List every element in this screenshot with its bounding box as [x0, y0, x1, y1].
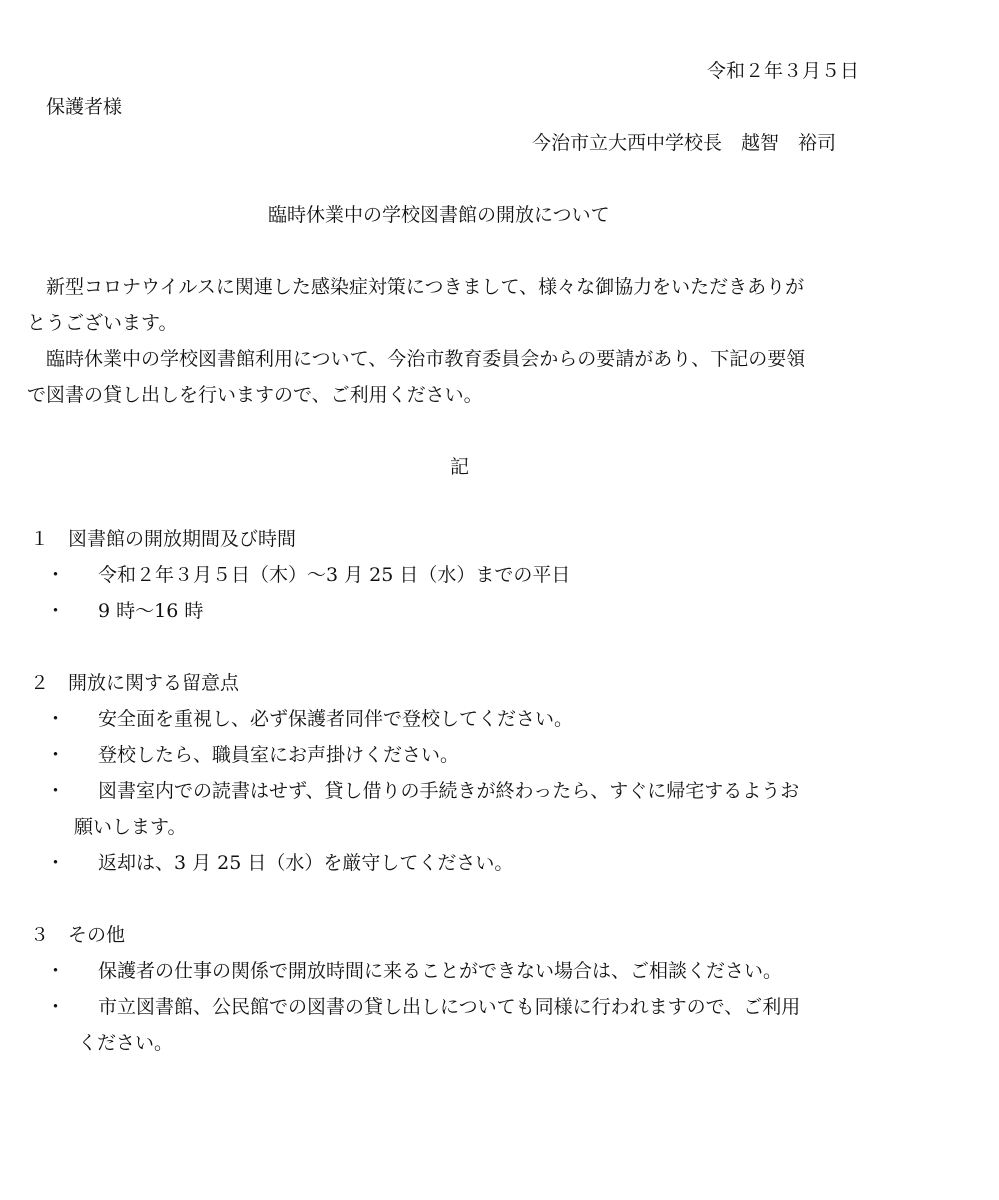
section-2-item-4: 返却は、3 月 25 日（水）を厳守してください。: [98, 852, 514, 874]
recipient-line: 保護者様: [46, 96, 123, 118]
intro-line-2: とうございます。: [27, 312, 178, 334]
intro-line-4: で図書の貸し出しを行いますので、ご利用ください。: [27, 384, 483, 406]
section-1-item-1: 令和２年３月５日（木）～3 月 25 日（水）までの平日: [98, 564, 571, 586]
section-3-item-2-continuation: ください。: [78, 1032, 174, 1054]
sender-line: 今治市立大西中学校長 越智 裕司: [532, 132, 837, 154]
section-3-item-2: 市立図書館、公民館での図書の貸し出しについても同様に行われますので、ご利用: [98, 996, 801, 1018]
bullet-icon: ・: [46, 780, 66, 802]
bullet-icon: ・: [46, 996, 66, 1018]
section-2-item-3-continuation: 願いします。: [74, 816, 187, 838]
intro-line-1: 新型コロナウイルスに関連した感染症対策につきまして、様々な御協力をいただきありが: [46, 276, 805, 298]
bullet-icon: ・: [46, 564, 66, 586]
bullet-icon: ・: [46, 960, 66, 982]
document-title: 臨時休業中の学校図書館の開放について: [268, 204, 610, 226]
ki-heading: 記: [450, 456, 470, 478]
section-1-heading: １ 図書館の開放期間及び時間: [30, 528, 297, 550]
bullet-icon: ・: [46, 744, 66, 766]
bullet-icon: ・: [46, 708, 66, 730]
intro-line-3: 臨時休業中の学校図書館利用について、今治市教育委員会からの要請があり、下記の要領: [46, 348, 806, 370]
section-2-item-3: 図書室内での読書はせず、貸し借りの手続きが終わったら、すぐに帰宅するようお: [98, 780, 800, 802]
document-date: 令和２年３月５日: [707, 60, 860, 82]
section-2-item-2: 登校したら、職員室にお声掛けください。: [98, 744, 460, 766]
section-3-heading: ３ その他: [30, 924, 126, 946]
section-1-item-2: 9 時～16 時: [98, 600, 204, 622]
bullet-icon: ・: [46, 852, 66, 874]
section-3-item-1: 保護者の仕事の関係で開放時間に来ることができない場合は、ご相談ください。: [98, 960, 783, 982]
section-2-heading: ２ 開放に関する留意点: [30, 672, 240, 694]
section-2-item-1: 安全面を重視し、必ず保護者同伴で登校してください。: [98, 708, 574, 730]
bullet-icon: ・: [46, 600, 66, 622]
